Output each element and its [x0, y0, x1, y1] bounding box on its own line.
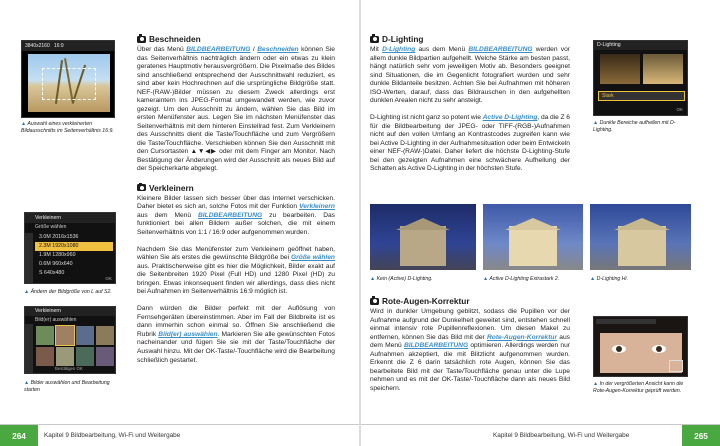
- thumbnail-grid: [36, 326, 114, 366]
- dlighting-screen-title: D-Lighting: [594, 41, 687, 50]
- beach-grass-photo: [28, 54, 110, 112]
- paragraph-resize-2: Nachdem Sie das Menüfenster zum Verkleinern geöffnet haben, wählen Sie als erstes die gewünschte Bildgröße bei Größe wählen aus. Praktischerweise gibt es hier die Möglichkeit, Bilder exakt auf die Seitenbreiten 1920 Pixel (Full HD) und 1280 Pixel (HD) zu bringen. Etwas inkonsequent finden wir allerdings, dass dies nicht bei Aufnahmen im Seitenverhältnis 16:9 möglich ist.: [137, 245, 335, 296]
- left-page: [0, 0, 359, 446]
- page-number: 265: [682, 425, 720, 446]
- thumbnail[interactable]: [96, 326, 114, 345]
- comparison-photo-active-dl: [483, 204, 583, 270]
- thumbnail[interactable]: [36, 326, 54, 345]
- caption-red-eye: ▲ In der vergrößerten Ansicht kann die Rote-Augen-Korrektur geprüft werden.: [593, 381, 684, 394]
- caption-active-dl: ▲ Active D-Lighting Extrastark 2.: [483, 276, 560, 282]
- thumbnail[interactable]: [36, 347, 54, 366]
- dlighting-level[interactable]: Stark: [598, 91, 685, 101]
- thumbnail[interactable]: [96, 347, 114, 366]
- heading-crop: Beschneiden: [137, 34, 335, 44]
- screen2-subtitle: Größe wählen: [35, 224, 67, 230]
- caption-select: ▲ Bilder auswählen und Bearbeitung starten: [24, 380, 110, 393]
- heading-dlighting: D-Lighting: [370, 34, 570, 44]
- left-footer: [0, 424, 359, 446]
- red-eye-photo: [593, 316, 688, 377]
- size-option-list: [35, 233, 113, 278]
- size-option[interactable]: 3.0M 2016x1536: [39, 234, 79, 240]
- camera-icon: [370, 36, 379, 43]
- screen3-subtitle: Bild(er) auswählen: [35, 317, 77, 323]
- caption-crop: ▲ Auswahl eines verkleinerten Bildausschnitts im Seitenverhältnis 16:9.: [21, 121, 114, 134]
- paragraph-dlighting-2: D-Lighting ist nicht ganz so potent wie Active D-Lighting, da die Z 6 für die Bildbearbeitung der JPEG- oder TIFF-(RGB-)Aufnahmen nicht auf den vollen Umfang an Kontrastcodes zugreifen kann wie bei Active D-Lighting in der Aufnahmesituation oder beim Entwickeln einer NEF-(RAW-)Datei. Daher liefert die höchste D-Lighting-Stufe bei den gezeigten Aufnahmen eine schwächere Aufhellung der Schatten als Active D-Lighting in der höchsten Stufe.: [370, 114, 570, 173]
- size-option[interactable]: 0.6M 960x640: [39, 261, 73, 267]
- comparison-photo-dl-hi: [590, 204, 691, 270]
- size-option[interactable]: S 640x480: [39, 270, 65, 276]
- paragraph-dlighting-1: Mit D-Lighting aus dem Menü BILDBEARBEITUNG werden vor allem dunkle Bildpartien aufgehellt. Welche Stärke am besten passt, hängt natürlich sehr vom jeweiligen Motiv ab. Besonders geeignet sind Situationen, die im Gegenlicht fotografiert wurden und sehr dunkle Bildanteile besitzen. Achten Sie bei Aufnahmen mit höheren ISO-Werten, darauf, dass das Bildrauschen in den aufgehellten dunklen Arealen nicht zu sehr ansteigt.: [370, 46, 570, 105]
- caption-no-dl: ▲ Kein (Active) D-Lighting.: [370, 276, 433, 282]
- right-page: [361, 0, 720, 446]
- resize-size-screenshot: [24, 212, 116, 284]
- paragraph-resize-1: Kleinere Bilder lassen sich besser über das Internet verschicken. Daher bietet es sich an, solche Fotos mit der Funktion Verkleinern aus dem Menü BILDBEARBEITUNG zu bearbeiten. Das funktioniert bei allen Bildern außer solchen, die mit einem Seitenverhältnis von 1:1 / 16:9 oder aufgenommen wurden.: [137, 194, 336, 236]
- paragraph-red-eye: Wird in dunkler Umgebung geblitzt, sodass die Pupillen vor der Aufnahme aufgrund der Dunkelheit geweitet sind, entstehen schnell einmal intensiv rote Pupillenreflexionen. Um diesen Makel zu entfernen, können Sie das Bild mit der Rote-Augen-Korrektur aus dem Menü BILDBEARBEITUNG optimieren. Allerdings werden nur Aufnahmen akzeptiert, die mit Blitzlicht aufgenommen wurden. Erkennt die Z 6 darin tatsächlich rote Augen, können Sie das bearbeitete Bild mit der Taste/Touchfläche genau unter die Lupe nehmen und es mit der OK-Taste/-Touchfläche dann als neues Bild speichern.: [370, 308, 571, 392]
- size-option[interactable]: 1.9M 1280x960: [39, 252, 76, 258]
- caption-dl-hi: ▲ D-Lighting Hi.: [590, 276, 629, 282]
- crop-size-label: 3840x2160 16:9: [22, 41, 115, 51]
- dlighting-ok[interactable]: OK: [676, 107, 683, 112]
- paragraph-resize-3: Dann würden die Bilder perfekt mit der Auflösung von Fernsehgeräten übereinstimmen. Aber im Fall der Bildbreite ist es dann immerhin schon einmal so. Öffnen Sie anschließend die Rubrik Bild(er) auswählen. Markieren Sie alle gewünschten Fotos nacheinander und fügen Sie sie mit der Taste/Touchfläche der Auswahl hinzu. Mit der OK-Taste/-Touchfläche wird die Bearbeitung schließlich gestartet.: [137, 305, 335, 364]
- right-text-top: [370, 34, 570, 182]
- paragraph-crop: Über das Menü BILDBEARBEITUNG / Beschneiden können Sie das Seitenverhältnis nachträglich ändern oder ein etwas zu klein geratenes Hauptmotiv herausvergrößern. Die Pixelmaße des Bildes sind anschließend entsprechend der Ausschnittwahl reduziert, es sind aber kein Hochrechnen auf die ursprüngliche Bildgröße statt. NEF-(RAW-)Bilder müssen zu diesem Zweck allerdings erst kameraintern ins JPEG-Format umgewandelt werden, wie zuvor gezeigt. Um den Ausschnitt zu ändern, wählen Sie das Bild im ersten Menüfenster aus. Legen Sie im nächsten Menüfenster das Seitenverhältnis mit dem hinteren Einstellrad fest. Zum Verkleinern des Ausschnitts dient die Taste/Touchfläche und zum Vergrößern die Taste/Touchfläche. Verschieben können Sie den Ausschnitt mit den Cursortasten ▲▼◀▶ oder mit dem Finger am Monitor. Nach Bestätigung der Änderungen wird der Ausschnitt als neues Bild auf der Speicherkarte abgelegt.: [137, 46, 335, 173]
- screen3-confirm: Bestätigen: [55, 366, 76, 371]
- caption-resize: ▲ Ändern der Bildgröße von L auf S2.: [24, 289, 112, 295]
- camera-icon: [137, 36, 146, 43]
- thumbnail-selected[interactable]: [56, 326, 74, 345]
- right-footer: [361, 424, 720, 446]
- camera-icon: [370, 298, 379, 305]
- screen2-ok[interactable]: OK: [105, 276, 112, 281]
- right-text-bottom: [370, 296, 570, 402]
- crop-screenshot: [21, 40, 115, 118]
- screen3-title: Verkleinern: [25, 307, 115, 316]
- dlighting-screenshot: [593, 40, 688, 116]
- comparison-photo-no-dl: [370, 204, 476, 270]
- running-footer: Kapitel 9 Bildbearbeitung, Wi-Fi und Weitergabe: [493, 432, 630, 439]
- heading-resize: Verkleinern: [137, 183, 335, 193]
- thumbnail[interactable]: [76, 347, 94, 366]
- heading-red-eye: Rote-Augen-Korrektur: [370, 296, 570, 306]
- screen2-title: Verkleinern: [25, 213, 115, 223]
- page-number: 264: [0, 425, 38, 446]
- size-option-selected[interactable]: 2.3M 1920x1080: [35, 242, 113, 251]
- running-footer: Kapitel 9 Bildbearbeitung, Wi-Fi und Weitergabe: [44, 432, 181, 439]
- caption-dlighting: ▲ Dunkle Bereiche aufhellen mit D-Lighting.: [593, 120, 676, 133]
- thumbnail[interactable]: [76, 326, 94, 345]
- left-text-column: [137, 34, 335, 374]
- camera-icon: [137, 184, 146, 191]
- resize-select-screenshot: [24, 306, 116, 374]
- thumbnail[interactable]: [56, 347, 74, 366]
- screen3-ok-button[interactable]: OK: [76, 366, 83, 371]
